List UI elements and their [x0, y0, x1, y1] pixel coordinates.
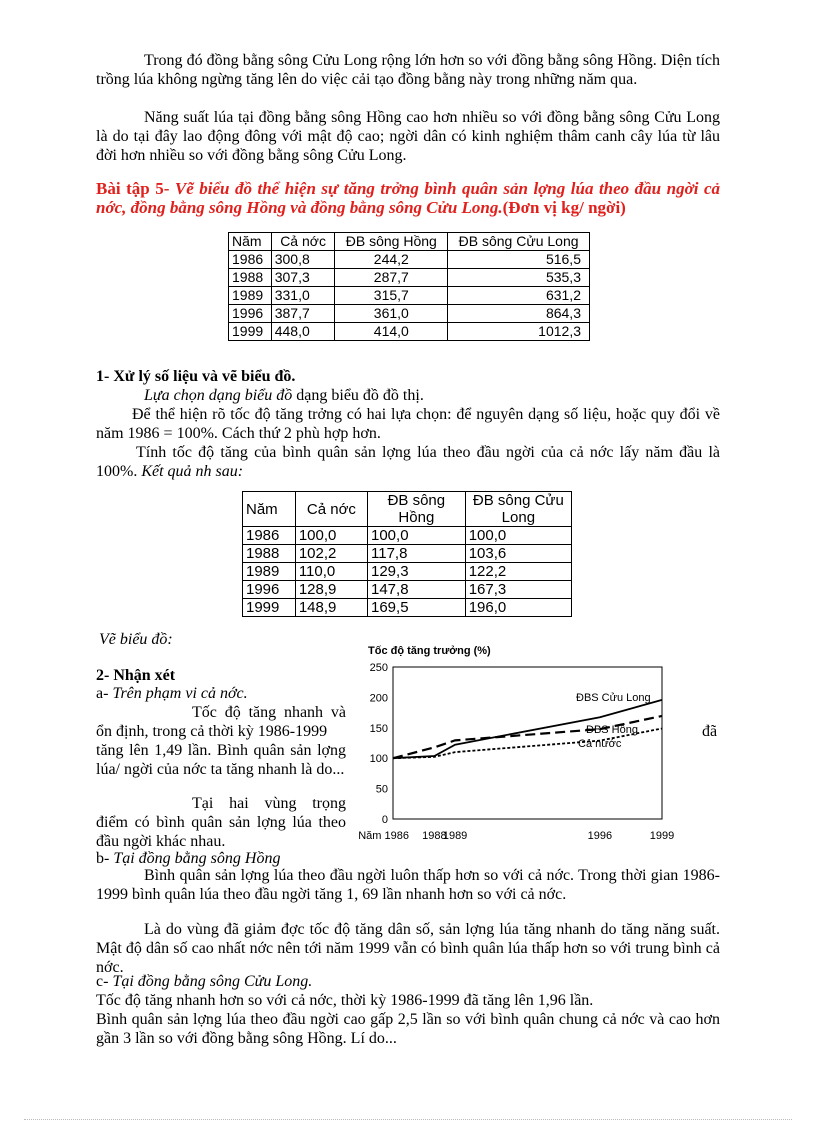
- series-label: ĐBS Cửu Long: [576, 692, 651, 704]
- subsection-a-paragraph-1: Tốc độ tăng nhanh và ổn định, trong cả thời kỳ 1986-1999: [96, 704, 346, 740]
- subsection-a-label: a-: [96, 685, 109, 702]
- subsection-a-paragraph-2: Tại hai vùng trọng điểm có bình quân sản lợng lúa theo đầu ngời khác nhau.: [96, 795, 346, 850]
- x-tick-label: 1988: [422, 830, 447, 842]
- y-tick-label: 50: [375, 783, 388, 796]
- table-cell: 864,3: [448, 305, 590, 323]
- table-cell: 244,2: [335, 251, 448, 269]
- subsection-b-paragraph-2: Là do vùng đã giảm đợc tốc độ tăng dân số, sản lợng lúa tăng nhanh do tăng năng suất. Mật độ dân số cao nhất nớc nên tới năm 1999 vẫn có bình quân lúa thấp hơn so với trung bình cả nớc.: [96, 921, 720, 976]
- subsection-a-paragraph-1-end: đã: [702, 723, 718, 740]
- table-cell: 122,2: [465, 563, 571, 581]
- y-tick-label: 100: [369, 753, 388, 766]
- table-cell: 315,7: [335, 287, 448, 305]
- y-tick-label: 150: [369, 722, 388, 735]
- table-cell: 1012,3: [448, 323, 590, 341]
- table-cell: 100,0: [465, 527, 571, 545]
- x-tick-label: Năm 1986: [358, 830, 409, 842]
- table-cell: 110,0: [295, 563, 367, 581]
- table-cell: 307,3: [271, 269, 335, 287]
- table-row: [229, 287, 590, 305]
- table-cell: 414,0: [335, 323, 448, 341]
- table-cell: 516,5: [448, 251, 590, 269]
- table-cell: 100,0: [368, 527, 466, 545]
- table-row: [243, 545, 572, 563]
- section-1-paragraph-2-text: Tính tốc độ tăng của bình quân sản lợng lúa theo đầu ngời của cả nớc lấy năm đầu là 100%.: [96, 444, 720, 480]
- table-header-cell: ĐB sông Hồng: [368, 492, 466, 527]
- table-cell: 102,2: [295, 545, 367, 563]
- subsection-c-paragraph-1: Tốc độ tăng nhanh hơn so với cả nớc, thời kỳ 1986-1999 đã tăng lên 1,96 lần.: [96, 992, 594, 1009]
- table-cell: 147,8: [368, 581, 466, 599]
- table-header-cell: Năm: [243, 492, 296, 527]
- subsection-b-label: b-: [96, 850, 110, 867]
- table-cell: 1986: [243, 527, 296, 545]
- table-cell: 1999: [229, 323, 272, 341]
- table-cell: 117,8: [368, 545, 466, 563]
- exercise-title: [96, 179, 720, 217]
- section-1-paragraph-1: Để thể hiện rõ tốc độ tăng trởng có hai lựa chọn: để nguyên dạng số liệu, hoặc quy đổi về năm 1986 = 100%. Cách thứ 2 phù hợp hơn.: [96, 406, 720, 442]
- x-tick-label: 1996: [587, 830, 613, 842]
- series-label: ĐBS Hồng: [586, 724, 638, 736]
- subsection-c-title: [96, 972, 312, 991]
- table-row: [229, 269, 590, 287]
- exercise-label: Bài tập 5-: [96, 179, 170, 198]
- chart-type-label: Lựa chọn dạng biểu đồ: [144, 387, 293, 404]
- subsection-c-text: Tại đồng bằng sông Cửu Long.: [112, 973, 313, 990]
- table-header-cell: Cả nớc: [295, 492, 367, 527]
- table-row: [243, 527, 572, 545]
- table-cell: 631,2: [448, 287, 590, 305]
- table-cell: 1988: [243, 545, 296, 563]
- x-tick-label: 1999: [649, 830, 675, 842]
- table-header-row: [243, 492, 572, 527]
- table-cell: 196,0: [465, 599, 571, 617]
- table-cell: 535,3: [448, 269, 590, 287]
- table-cell: 1996: [229, 305, 272, 323]
- chart-title: Tốc độ tăng trưởng (%): [368, 645, 491, 657]
- table-cell: 331,0: [271, 287, 335, 305]
- y-tick-label: 200: [369, 692, 388, 705]
- data-table-percent: [242, 491, 572, 617]
- chart-type-text: dạng biểu đồ đồ thị.: [296, 387, 424, 404]
- growth-line-chart: [340, 640, 680, 850]
- table-cell: 148,9: [295, 599, 367, 617]
- table-cell: 1986: [229, 251, 272, 269]
- table-cell: 448,0: [271, 323, 335, 341]
- table-cell: 361,0: [335, 305, 448, 323]
- subsection-c-paragraph-2: Bình quân sản lợng lúa theo đầu ngời cao gấp 2,5 lần so với bình quân chung cả nớc và cao hơn gần 3 lần so với đồng bằng sông Hồng. Lí do...: [96, 1011, 720, 1047]
- table-row: [243, 599, 572, 617]
- table-cell: 128,9: [295, 581, 367, 599]
- table-cell: 103,6: [465, 545, 571, 563]
- subsection-b-paragraph-1: Bình quân sản lợng lúa theo đầu ngời luôn thấp hơn so với cả nớc. Trong thời gian 1986- 1999 bình quân lúa theo đầu ngời tăng 1, 69 lần nhanh hơn so với cả nớc.: [96, 867, 720, 903]
- plot-frame: [393, 667, 662, 819]
- section-1-heading: 1- Xử lý số liệu và vẽ biểu đồ.: [96, 368, 296, 385]
- series-label: Cả nước: [578, 738, 622, 750]
- table-cell: 167,3: [465, 581, 571, 599]
- table-cell: 1999: [243, 599, 296, 617]
- intro-paragraph-1: Trong đó đồng bằng sông Cửu Long rộng lớn hơn so với đồng bằng sông Hồng. Diện tích trồng lúa không ngừng tăng lên do việc cải tạo đồng bằng này trong những năm qua.: [96, 52, 720, 88]
- table-cell: 1996: [243, 581, 296, 599]
- table-header-cell: ĐB sông Cửu Long: [448, 233, 590, 251]
- table-row: [229, 305, 590, 323]
- subsection-a-title: [96, 684, 248, 703]
- chart-type-line: [144, 386, 720, 405]
- page-bottom-divider: [24, 1119, 792, 1120]
- table-header-cell: ĐB sông Cửu Long: [465, 492, 571, 527]
- y-tick-label: 250: [369, 662, 388, 674]
- table-cell: 1988: [229, 269, 272, 287]
- table-header-cell: ĐB sông Hồng: [335, 233, 448, 251]
- y-tick-label: 0: [381, 814, 388, 826]
- exercise-text: Vẽ biểu đồ thể hiện sự tăng trởng bình quân sản lợng lúa theo đầu ngời cả nớc, đồng bằng sông Hồng và đồng bằng sông Cửu Long.: [96, 179, 720, 217]
- exercise-unit: (Đơn vị kg/ ngời): [502, 198, 626, 217]
- table-row: [229, 323, 590, 341]
- subsection-a-paragraph-1-rest: tăng lên 1,49 lần. Bình quân sản lợng lúa/ ngời của nớc ta tăng nhanh là do...: [96, 742, 346, 778]
- table-cell: 129,3: [368, 563, 466, 581]
- table-cell: 287,7: [335, 269, 448, 287]
- series-line-dbs-hong: [393, 716, 662, 758]
- chart-svg: [340, 640, 680, 850]
- table-cell: 100,0: [295, 527, 367, 545]
- table-row: [243, 581, 572, 599]
- subsection-a-text: Trên phạm vi cả nớc.: [112, 685, 248, 702]
- table-header-row: [229, 233, 590, 251]
- result-label: Kết quả nh sau:: [141, 463, 244, 480]
- draw-chart-label: Vẽ biểu đồ:: [99, 631, 173, 648]
- section-1-paragraph-2: [96, 443, 720, 481]
- subsection-c-label: c-: [96, 973, 109, 990]
- table-row: [229, 251, 590, 269]
- table-cell: 1989: [229, 287, 272, 305]
- table-cell: 387,7: [271, 305, 335, 323]
- table-cell: 300,8: [271, 251, 335, 269]
- subsection-b-text: Tại đồng bằng sông Hồng: [113, 850, 281, 867]
- section-2-heading: 2- Nhận xét: [96, 667, 176, 684]
- table-cell: 169,5: [368, 599, 466, 617]
- table-row: [243, 563, 572, 581]
- table-header-cell: Cả nớc: [271, 233, 335, 251]
- intro-paragraph-2: Năng suất lúa tại đồng bằng sông Hồng cao hơn nhiều so với đồng bằng sông Cửu Long là do tại đây lao động đông với mật độ cao; ngời dân có kinh nghiệm thâm canh cây lúa từ lâu đời hơn nhiều so với đồng bằng sông Cửu Long.: [96, 109, 720, 164]
- table-cell: 1989: [243, 563, 296, 581]
- data-table-kg: [228, 232, 590, 341]
- x-tick-label: 1989: [442, 830, 468, 842]
- table-header-cell: Năm: [229, 233, 272, 251]
